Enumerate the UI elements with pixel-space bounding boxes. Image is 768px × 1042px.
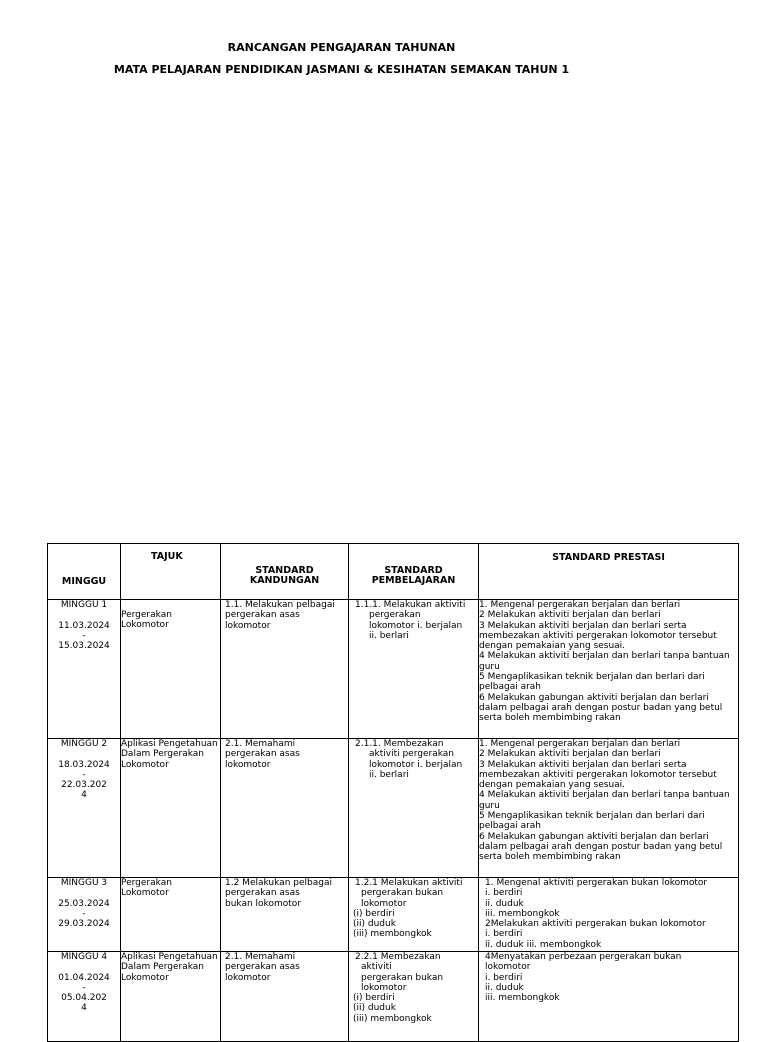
table-header-row xyxy=(48,544,739,600)
pembelajaran-details: aktiviti pergerakan lokomotor i. berjalan ii. berlari xyxy=(369,749,463,780)
cell-standard-kandungan: 2.1. Memahami pergerakan asas lokomotor xyxy=(221,739,349,878)
cell-minggu: MINGGU 3 25.03.2024 - 29.03.2024 xyxy=(48,878,121,952)
cell-standard-kandungan: 1.2 Melakukan pelbagai pergerakan asas bukan lokomotor xyxy=(221,878,349,952)
header-standard-prestasi: STANDARD PRESTASI xyxy=(479,544,739,600)
header-standard-pembelajaran: STANDARD PEMBELAJARAN xyxy=(349,544,479,600)
cell-standard-prestasi: 1. Mengenal pergerakan berjalan dan berlari 2 Melakukan aktiviti berjalan dan berlari 3 Melakukan aktiviti berjalan dan berlari serta membezakan aktiviti pergerakan lokomotor tersebut dengan pemakaian yang sesuai. 4 Melakukan aktiviti berjalan dan berlari tanpa bantuan guru 5 Mengaplikasikan teknik berjalan dan berlari dari pelbagai arah 6 Melakukan gabungan aktiviti berjalan dan berlari dalam pelbagai arah dengan postur badan yang betul serta boleh membimbing rakan xyxy=(479,739,739,878)
cell-minggu: MINGGU 2 18.03.2024 - 22.03.202 4 xyxy=(48,739,121,878)
table-row xyxy=(48,878,739,952)
cell-standard-prestasi: 1. Mengenal pergerakan berjalan dan berlari 2 Melakukan aktiviti berjalan dan berlari 3 Melakukan aktiviti berjalan dan berlari serta membezakan aktiviti pergerakan lokomotor tersebut dengan pemakaian yang sesuai. 4 Melakukan aktiviti berjalan dan berlari tanpa bantuan guru 5 Mengaplikasikan teknik berjalan dan berlari dari pelbagai arah 6 Melakukan gabungan aktiviti berjalan dan berlari dalam pelbagai arah dengan postur badan yang betul serta boleh membimbing rakan xyxy=(479,600,739,739)
cell-standard-kandungan: 2.1. Memahami pergerakan asas lokomotor xyxy=(221,952,349,1042)
cell-standard-kandungan: 1.1. Melakukan pelbagai pergerakan asas lokomotor xyxy=(221,600,349,739)
pembelajaran-details: (i) berdiri (ii) duduk (iii) membongkok xyxy=(353,993,432,1024)
header-tajuk: TAJUK xyxy=(121,544,221,600)
cell-minggu: MINGGU 1 11.03.2024 - 15.03.2024 xyxy=(48,600,121,739)
document-subtitle: MATA PELAJARAN PENDIDIKAN JASMANI & KESIHATAN SEMAKAN TAHUN 1 xyxy=(113,63,570,76)
cell-tajuk: Pergerakan Lokomotor xyxy=(121,600,221,739)
pembelajaran-heading: 1.1.1. Melakukan aktiviti xyxy=(355,600,466,610)
pembelajaran-heading: 1.2.1 Melakukan aktiviti xyxy=(355,878,463,888)
cell-tajuk: Pergerakan Lokomotor xyxy=(121,878,221,952)
pembelajaran-details: (i) berdiri (ii) duduk (iii) membongkok xyxy=(353,908,432,940)
table-row xyxy=(48,952,739,1042)
cell-tajuk: Aplikasi Pengetahuan Dalam Pergerakan Lokomotor xyxy=(121,952,221,1042)
header-standard-kandungan: STANDARD KANDUNGAN xyxy=(221,544,349,600)
rpt-table xyxy=(47,543,739,1042)
pembelajaran-details: pergerakan lokomotor i. berjalan ii. berlari xyxy=(369,610,463,641)
pembelajaran-subheading: aktiviti pergerakan bukan lokomotor xyxy=(361,962,444,993)
cell-standard-prestasi: 4Menyatakan perbezaan pergerakan bukan lokomotor i. berdiri ii. duduk iii. membongkok xyxy=(479,952,739,1042)
cell-standard-pembelajaran xyxy=(349,600,479,739)
cell-standard-pembelajaran xyxy=(349,952,479,1042)
document-title: RANCANGAN PENGAJARAN TAHUNAN xyxy=(227,41,456,54)
cell-standard-pembelajaran xyxy=(349,739,479,878)
cell-standard-prestasi: 1. Mengenal aktiviti pergerakan bukan lokomotor i. berdiri ii. duduk iii. membongkok 2Melakukan aktiviti pergerakan bukan lokomotor i. berdiri ii. duduk iii. membongkok xyxy=(479,878,739,952)
pembelajaran-heading: 2.2.1 Membezakan xyxy=(355,952,441,962)
table-row xyxy=(48,600,739,739)
header-minggu: MINGGU xyxy=(48,544,121,600)
pembelajaran-heading: 2.1.1. Membezakan xyxy=(355,739,444,749)
table-row xyxy=(48,739,739,878)
cell-minggu: MINGGU 4 01.04.2024 - 05.04.202 4 xyxy=(48,952,121,1042)
cell-standard-pembelajaran xyxy=(349,878,479,952)
pembelajaran-subheading: pergerakan bukan lokomotor xyxy=(361,888,444,909)
cell-tajuk: Aplikasi Pengetahuan Dalam Pergerakan Lokomotor xyxy=(121,739,221,878)
